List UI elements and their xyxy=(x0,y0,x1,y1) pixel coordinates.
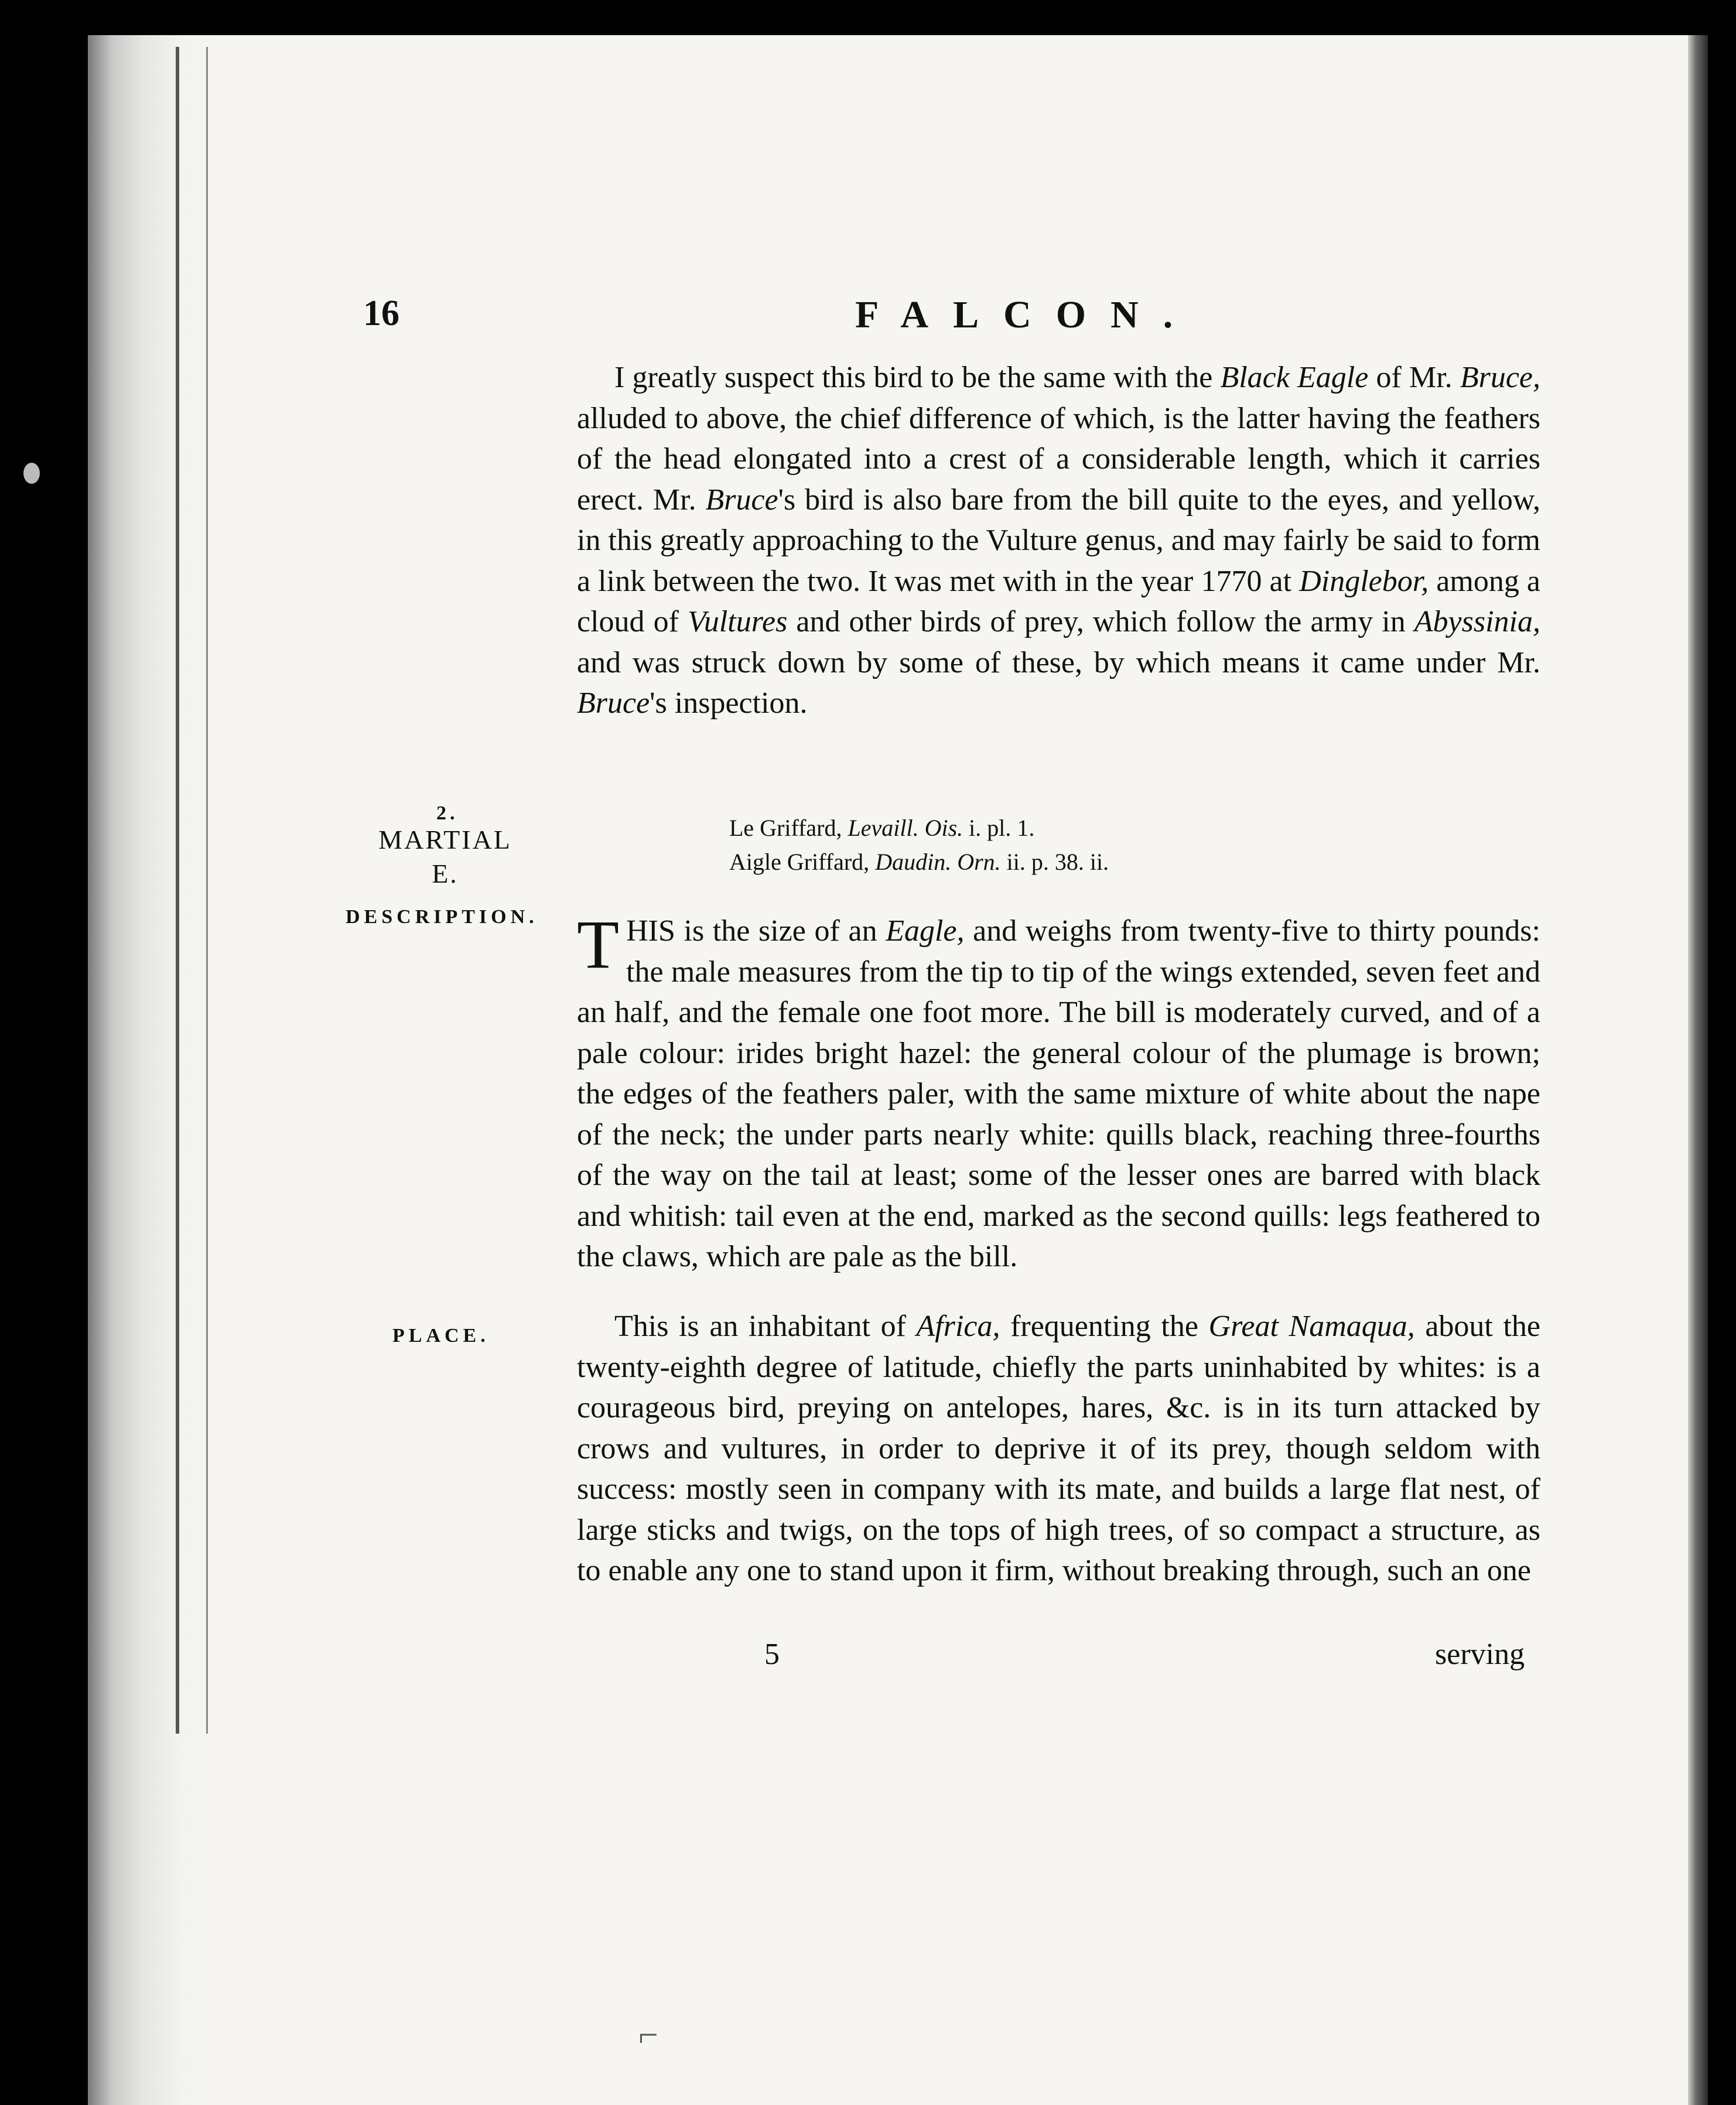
species-name: MARTIAL E. xyxy=(378,825,512,889)
text-run: and was struck down by some of these, by which means it came under Mr. xyxy=(577,645,1540,679)
binding-edge xyxy=(176,47,179,1734)
synonym-citation: ii. p. 38. ii. xyxy=(1000,849,1109,875)
text-run: I greatly suspect this bird to be the same with the xyxy=(614,361,1221,394)
gutter-shadow xyxy=(88,35,223,2105)
running-head: FALCON. xyxy=(855,293,1198,336)
page-number: 16 xyxy=(363,293,399,333)
text-run: 's inspection. xyxy=(650,686,808,720)
paragraph-place xyxy=(577,1306,1540,1591)
text-run: and weighs from twenty-five to thirty pounds: the male measures from the tip to tip of the wings extended, seven feet and an half, and the female one foot more. The bill is moderately curved, and of a pale colour: irides bright hazel: the general colour of the plumage is brown; the edges of the feathers paler, with the same mixture of white about the nape of the neck; the under parts nearly white: quills black, reaching three-fourths of the way on the tail at least; some of the lesser ones are barred with black and whitish: tail even at the end, marked as the second quills: legs feathered to the claws, which are pale as the bill. xyxy=(577,914,1540,1273)
italic-run: Africa, xyxy=(916,1310,1000,1343)
italic-run: Bruce xyxy=(577,686,650,720)
paragraph-black-eagle xyxy=(577,357,1540,724)
synonym-list xyxy=(729,811,1109,879)
paragraph-description xyxy=(577,906,1540,1277)
italic-run: Bruce xyxy=(705,483,778,517)
italic-run: Vultures xyxy=(687,605,788,638)
italic-run: Eagle, xyxy=(886,914,965,948)
binding-edge-inner xyxy=(206,47,208,1734)
synonym-reference: Levaill. Ois. xyxy=(848,815,963,841)
italic-run: Abyssinia, xyxy=(1414,605,1541,638)
drop-cap: T xyxy=(577,906,620,983)
synonym-reference: Daudin. Orn. xyxy=(875,849,1001,875)
page-header xyxy=(363,293,1523,351)
synonym-name: Aigle Griffard, xyxy=(729,849,876,875)
text-run: alluded to above, the chief difference of which, is the latter having the feathers of the head elongated into a crest of a considerable length, which it carries erect. Mr. xyxy=(577,401,1540,517)
text-run: about the twenty-eighth degree of latitude, chiefly the parts uninhabited by whites: is a courageous bird, preying on antelopes, hares, &c. is in its turn attacked by crows and vultures, in order to deprive it of its prey, though seldom with success: mostly seen in company with its mate, and builds a large flat nest, of large sticks and twigs, on the tops of high trees, of so compact a structure, as to enable any one to stand upon it firm, without breaking through, such an one xyxy=(577,1310,1541,1587)
page-fore-edge xyxy=(1688,35,1708,2105)
ink-smudge xyxy=(23,463,40,484)
italic-run: Bruce, xyxy=(1460,361,1540,394)
stray-mark: ⌐ xyxy=(638,2015,658,2054)
text-run: and other birds of prey, which follow the army in xyxy=(787,605,1414,638)
text-run: frequenting the xyxy=(1000,1310,1209,1343)
synonym-row xyxy=(729,845,1109,879)
text-run: among a cloud of xyxy=(577,564,1540,638)
italic-run: Black Eagle xyxy=(1220,361,1369,394)
signature-mark: 5 xyxy=(764,1638,780,1671)
synonym-row xyxy=(729,811,1109,845)
italic-run: Dinglebor, xyxy=(1299,564,1429,598)
species-number: 2. xyxy=(436,802,459,824)
synonym-citation: i. pl. 1. xyxy=(963,815,1035,841)
text-run: 's bird is also bare from the bill quite to the eyes, and yellow, in this greatly approaching to the Vulture genus, and may fairly be said to form a link between the two. It was met with in the year 1770 at xyxy=(577,483,1540,598)
margin-note-description: DESCRIPTION. xyxy=(346,906,538,928)
text-run: HIS is the size of an xyxy=(626,914,886,948)
margin-note-place: PLACE. xyxy=(392,1325,490,1347)
text-run: This is an inhabitant of xyxy=(614,1310,917,1343)
catchword: serving xyxy=(1435,1638,1525,1671)
synonym-name: Le Griffard, xyxy=(729,815,848,841)
italic-run: Great Namaqua, xyxy=(1208,1310,1415,1343)
text-run: of Mr. xyxy=(1368,361,1460,394)
